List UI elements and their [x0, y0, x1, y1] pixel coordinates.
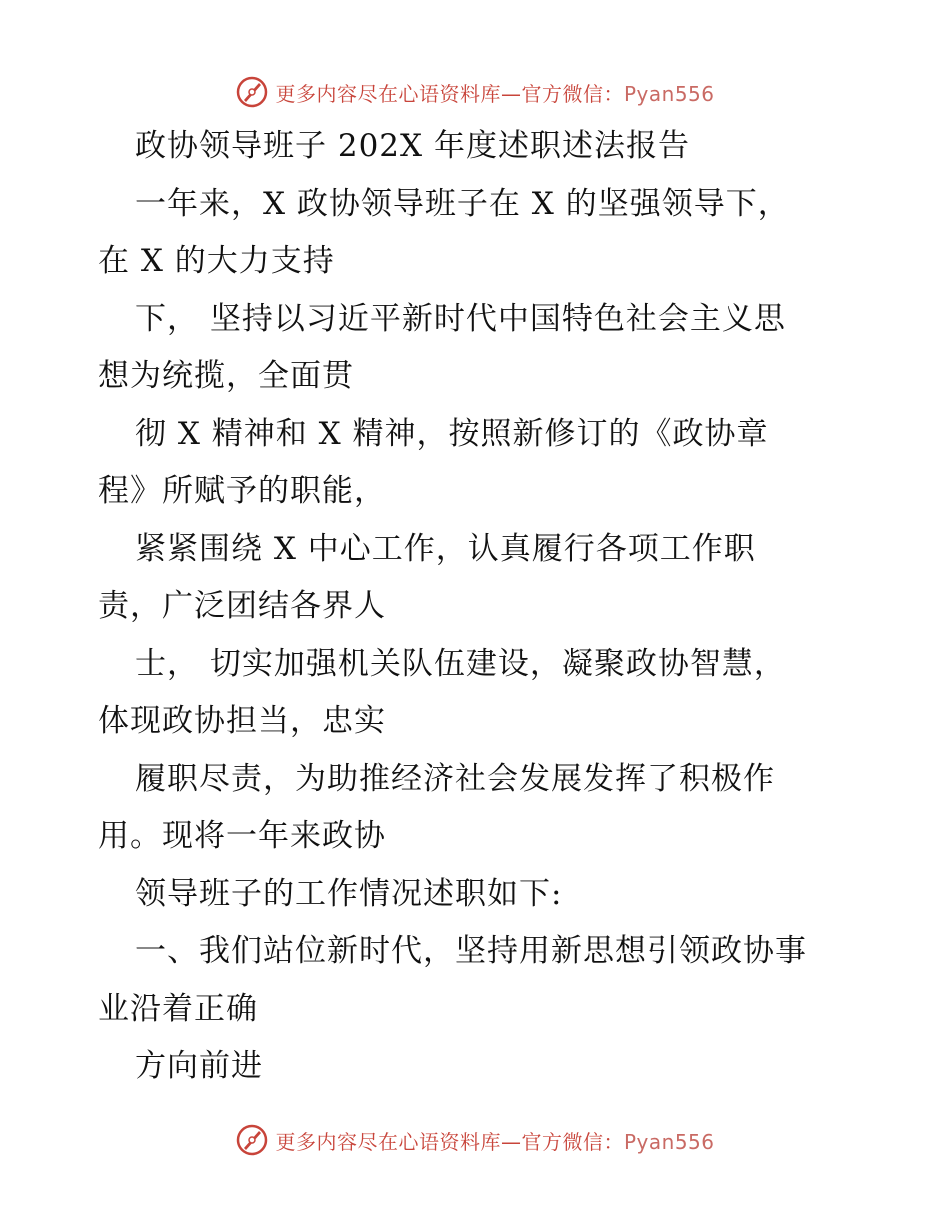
paragraph-line: 履职尽责，为助推经济社会发展发挥了积极作 — [135, 760, 775, 797]
footer-wechat-id: Pyan556 — [623, 1129, 715, 1154]
paragraph-line: 责，广泛团结各界人 — [98, 588, 386, 624]
footer-banner — [0, 1118, 950, 1162]
paragraph-line: 一年来，X 政协领导班子在 X 的坚强领导下， — [135, 185, 790, 222]
document-body — [98, 118, 888, 1096]
paragraph-line: 领导班子的工作情况述职如下: — [135, 875, 563, 912]
quill-pen-logo-icon — [235, 75, 269, 109]
paragraph-line: 用。现将一年来政协 — [98, 818, 386, 854]
header-banner — [0, 70, 950, 114]
section-heading-line: 一、我们站位新时代，坚持用新思想引领政协事 — [135, 933, 807, 969]
footer-banner-text: 更多内容尽在心语资料库—官方微信：Pyan556 — [275, 1129, 715, 1154]
paragraph-line: 紧紧围绕 X 中心工作，认真履行各项工作职 — [135, 530, 756, 567]
document-title: 政协领导班子 202X 年度述职述法报告 — [135, 128, 690, 164]
header-wechat-id: Pyan556 — [623, 81, 715, 106]
paragraph-line: 想为统揽，全面贯 — [98, 358, 354, 394]
quill-pen-logo-icon — [235, 1123, 269, 1157]
section-heading-line: 业沿着正确 — [98, 990, 258, 1027]
header-banner-text: 更多内容尽在心语资料库—官方微信：Pyan556 — [275, 81, 715, 106]
paragraph-line: 程》所赋予的职能， — [98, 473, 386, 509]
paragraph-line: 体现政协担当，忠实 — [98, 703, 386, 739]
paragraph-line: 在 X 的大力支持 — [98, 243, 335, 279]
section-heading-line: 方向前进 — [135, 1048, 263, 1084]
paragraph-line: 下， 坚持以习近平新时代中国特色社会主义思 — [135, 300, 786, 337]
paragraph-line: 彻 X 精神和 X 精神，按照新修订的《政协章 — [135, 415, 769, 452]
paragraph-line: 士， 切实加强机关队伍建设，凝聚政协智慧， — [135, 645, 786, 682]
